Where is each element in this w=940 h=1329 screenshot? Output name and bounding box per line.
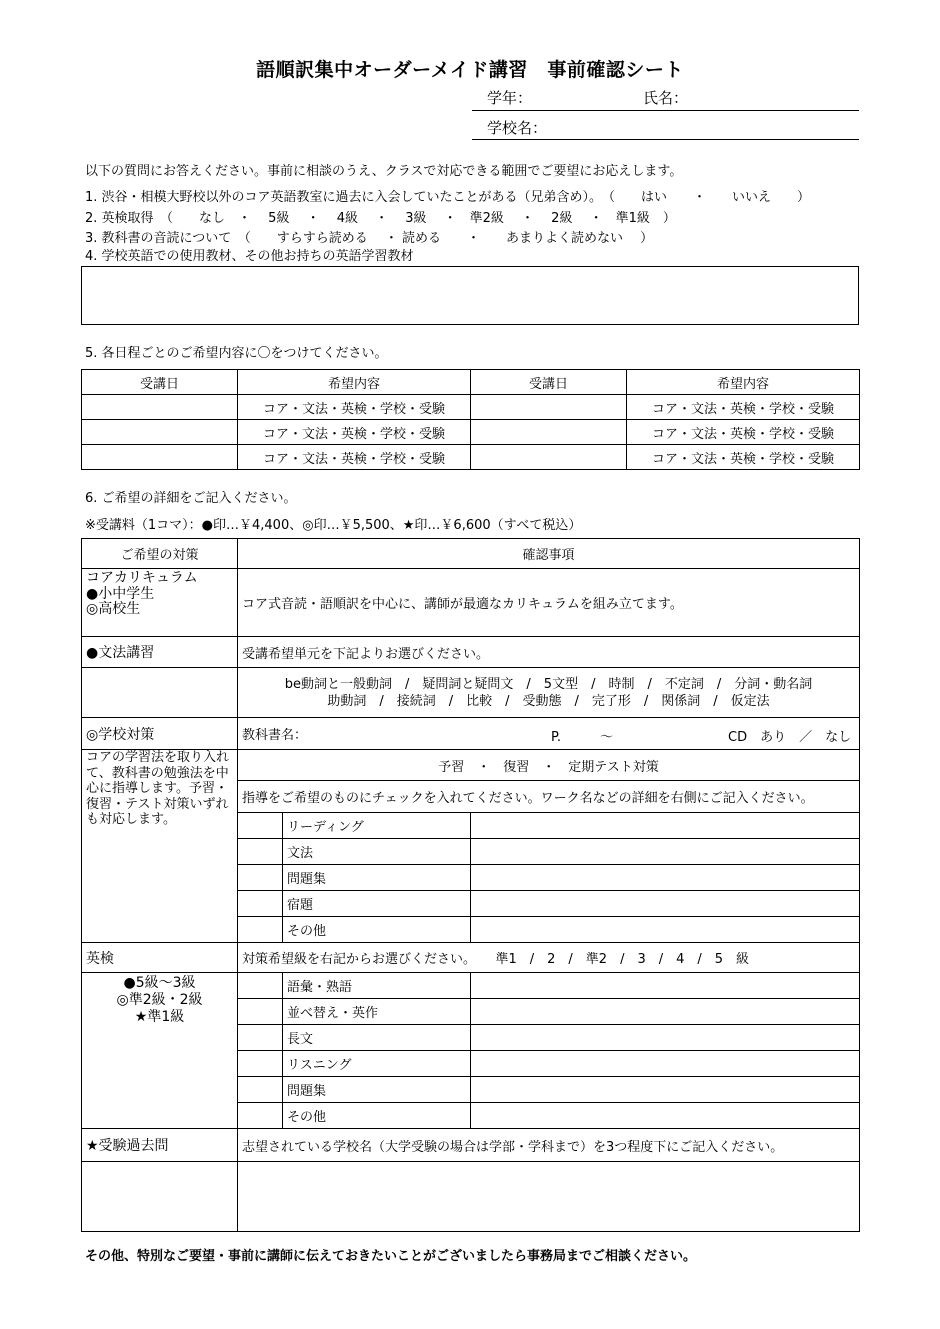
schedule-header-date: 受講日	[471, 370, 627, 395]
eiken-item: 語彙・熟語	[283, 973, 471, 999]
school-item: 宿題	[283, 891, 471, 917]
question-4: 4. 学校英語での使用教材、その他お持ちの英語学習教材	[85, 249, 414, 264]
eiken-level-1: ●5級〜3級	[123, 975, 196, 991]
detail-input-cell[interactable]	[471, 839, 860, 865]
details-label: 6. ご希望の詳細をご記入ください。	[85, 491, 297, 506]
detail-input-cell[interactable]	[471, 865, 860, 891]
exam-blank-cell	[82, 1162, 238, 1232]
question-1: 1. 渋谷・相模大野校以外のコア英語教室に過去に入会していたことがある（兄弟含め）。 （ はい ・ いいえ ）	[85, 190, 811, 205]
page-range-label: P. 〜	[551, 730, 613, 745]
grammar-title: ●文法講習	[82, 637, 238, 668]
school-textbook-cell[interactable]	[238, 718, 860, 750]
core-description: コア式音読・語順訳を中心に、講師が最適なカリキュラムを組み立てます。	[238, 569, 860, 637]
checkbox-cell[interactable]	[238, 973, 283, 999]
detail-input-cell[interactable]	[471, 973, 860, 999]
detail-input-cell[interactable]	[471, 1077, 860, 1103]
eiken-levels-cell	[82, 973, 238, 1129]
school-item: リーディング	[283, 813, 471, 839]
detail-input-cell[interactable]	[471, 917, 860, 943]
checkbox-cell[interactable]	[238, 839, 283, 865]
eiken-description[interactable]: 対策希望級を右記からお選びください。 準1 / 2 / 準2 / 3 / 4 / 5 級	[238, 943, 860, 973]
schedule-date-cell[interactable]	[82, 395, 238, 420]
grammar-units-line2: 助動詞 / 接続詞 / 比較 / 受動態 / 完了形 / 関係詞 / 仮定法	[327, 693, 770, 709]
checkbox-cell[interactable]	[238, 865, 283, 891]
grammar-blank-cell	[82, 668, 238, 718]
school-description: コアの学習法を取り入れて、教科書の勉強法を中心に指導します。予習・復習・テスト対策いずれも対応します。	[82, 750, 238, 943]
detail-input-cell[interactable]	[471, 1025, 860, 1051]
schedule-header-content: 希望内容	[238, 370, 471, 395]
checkbox-cell[interactable]	[238, 891, 283, 917]
exam-school-input[interactable]	[238, 1162, 860, 1232]
schedule-date-cell[interactable]	[471, 395, 627, 420]
checkbox-cell[interactable]	[238, 1025, 283, 1051]
school-label: 学校名：	[487, 119, 548, 137]
checkbox-cell[interactable]	[238, 1077, 283, 1103]
core-sub-senior: ◎高校生	[86, 601, 141, 617]
grammar-description: 受講希望単元を下記よりお選びください。	[238, 637, 860, 668]
eiken-item: リスニング	[283, 1051, 471, 1077]
exam-description: 志望されている学校名（大学受験の場合は学部・学科まで）を3つ程度下にご記入ください。	[238, 1129, 860, 1162]
schedule-option-cell[interactable]: コア・文法・英検・学校・受験	[238, 395, 471, 420]
page-title: 語順訳集中オーダーメイド講習 事前確認シート	[256, 59, 684, 81]
schedule-option-cell[interactable]: コア・文法・英検・学校・受験	[238, 420, 471, 445]
schedule-date-cell[interactable]	[82, 445, 238, 470]
school-options[interactable]: 予習 ・ 復習 ・ 定期テスト対策	[238, 750, 860, 781]
core-curriculum-cell	[82, 569, 238, 637]
materials-input-box[interactable]	[81, 266, 859, 325]
cd-label: CD あり ／ なし	[728, 730, 852, 745]
eiken-item: 長文	[283, 1025, 471, 1051]
grammar-units-line1: be動詞と一般動詞 / 疑問詞と疑問文 / 5文型 / 時制 / 不定詞 / 分詞・動名詞	[284, 676, 813, 692]
detail-input-cell[interactable]	[471, 999, 860, 1025]
textbook-label: 教科書名：	[242, 728, 308, 743]
detail-input-cell[interactable]	[471, 891, 860, 917]
fee-note: ※受講料（1コマ）：●印…￥4,400、◎印…￥5,500、★印…￥6,600（すべて税込）	[85, 518, 582, 533]
schedule-date-cell[interactable]	[82, 420, 238, 445]
details-header-check: 確認事項	[238, 539, 860, 569]
question-2: 2. 英検取得 （ なし ・ 5級 ・ 4級 ・ 3級 ・ 準2級 ・ 2級 ・ 準1級 ）	[85, 211, 676, 226]
core-sub-junior: ●小中学生	[86, 585, 155, 602]
detail-input-cell[interactable]	[471, 1103, 860, 1129]
details-table	[81, 538, 860, 1232]
schedule-label: 5. 各日程ごとのご希望内容に〇をつけてください。	[85, 346, 388, 361]
grammar-units-cell[interactable]	[238, 668, 860, 718]
schedule-option-cell[interactable]: コア・文法・英検・学校・受験	[627, 445, 860, 470]
eiken-title: 英検	[82, 943, 238, 973]
checkbox-cell[interactable]	[238, 1103, 283, 1129]
eiken-level-3: ★準1級	[134, 1009, 185, 1025]
schedule-date-cell[interactable]	[471, 420, 627, 445]
school-item: 問題集	[283, 865, 471, 891]
detail-input-cell[interactable]	[471, 1051, 860, 1077]
eiken-item: 並べ替え・英作	[283, 999, 471, 1025]
school-item: 文法	[283, 839, 471, 865]
grade-label: 学年：	[487, 89, 533, 107]
checkbox-cell[interactable]	[238, 999, 283, 1025]
footer-note: その他、特別なご要望・事前に講師に伝えておきたいことがございましたら事務局までご相談ください。	[85, 1249, 697, 1264]
school-title: ◎学校対策	[82, 718, 238, 750]
details-header-target: ご希望の対策	[82, 539, 238, 569]
school-item: その他	[283, 917, 471, 943]
schedule-option-cell[interactable]: コア・文法・英検・学校・受験	[627, 395, 860, 420]
schedule-table	[81, 369, 860, 470]
schedule-option-cell[interactable]: コア・文法・英検・学校・受験	[238, 445, 471, 470]
detail-input-cell[interactable]	[471, 813, 860, 839]
exam-title: ★受験過去問	[82, 1129, 238, 1162]
schedule-option-cell[interactable]: コア・文法・英検・学校・受験	[627, 420, 860, 445]
name-label: 氏名：	[643, 89, 689, 107]
intro-text: 以下の質問にお答えください。事前に相談のうえ、クラスで対応できる範囲でご要望にお応えします。	[85, 164, 683, 179]
eiken-item: 問題集	[283, 1077, 471, 1103]
eiken-level-2: ◎準2級・2級	[116, 992, 203, 1008]
school-check-instruction: 指導をご希望のものにチェックを入れてください。ワーク名などの詳細を右側にご記入ください。	[238, 781, 860, 813]
schedule-header-date: 受講日	[82, 370, 238, 395]
checkbox-cell[interactable]	[238, 813, 283, 839]
schedule-date-cell[interactable]	[471, 445, 627, 470]
checkbox-cell[interactable]	[238, 1051, 283, 1077]
schedule-header-content: 希望内容	[627, 370, 860, 395]
eiken-item: その他	[283, 1103, 471, 1129]
checkbox-cell[interactable]	[238, 917, 283, 943]
question-3: 3. 教科書の音読について （ すらすら読める ・ 読める ・ あまりよく読めない ）	[85, 231, 654, 246]
core-title: コアカリキュラム	[86, 570, 198, 586]
